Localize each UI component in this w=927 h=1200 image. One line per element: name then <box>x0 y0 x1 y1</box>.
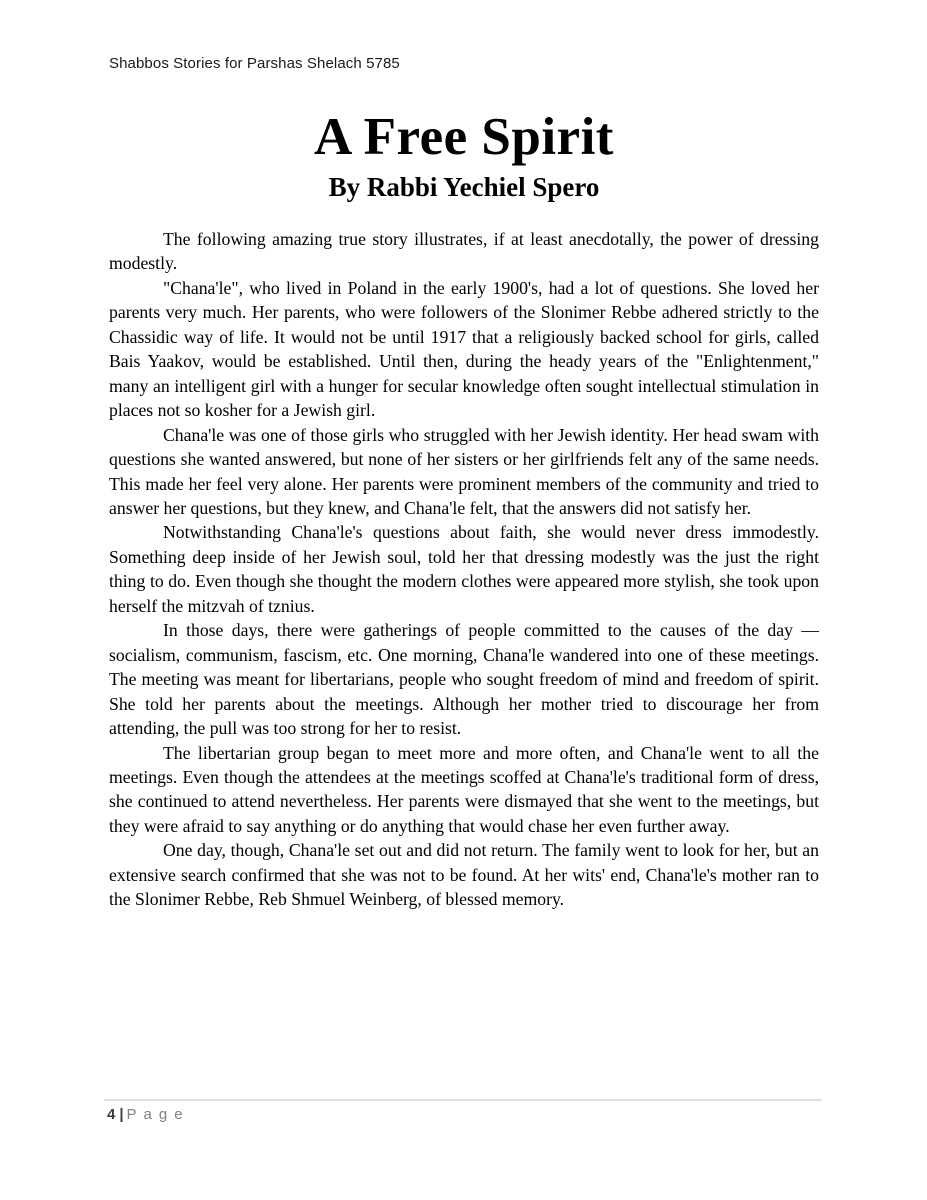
page-header: Shabbos Stories for Parshas Shelach 5785 <box>109 55 400 72</box>
story-paragraph: Chana'le was one of those girls who struggled with her Jewish identity. Her head swam with questions she wanted answered, but none of her sisters or her girlfriends felt any of the same needs. This made her feel very alone. Her parents were prominent members of the community and tried to answer her questions, but they knew, and Chana'le felt, that the answers did not satisfy her. <box>109 424 819 518</box>
story-paragraph: The libertarian group began to meet more and more often, and Chana'le went to all the meetings. Even though the attendees at the meetings scoffed at Chana'le's traditional form of dress, she continued to attend nevertheless. Her parents were dismayed that she went to the meetings, but they were afraid to say anything or do anything that would chase her even further away. <box>109 742 819 836</box>
document-byline: By Rabbi Yechiel Spero <box>328 172 600 202</box>
footer-divider <box>104 1099 822 1101</box>
page-number: 4 <box>107 1106 116 1123</box>
story-paragraph: "Chana'le", who lived in Poland in the early 1900's, had a lot of questions. She loved her parents very much. Her parents, who were followers of the Slonimer Rebbe adhered strictly to the Chassidic way of life. It would not be until 1917 that a religiously backed school for girls, called Bais Yaakov, would be established. Until then, during the heady years of the "Enlightenment," many an intelligent girl with a hunger for secular knowledge often sought intellectual stimulation in places not so kosher for a Jewish girl. <box>109 277 819 421</box>
story-paragraph: Notwithstanding Chana'le's questions about faith, she would never dress immodestly. Something deep inside of her Jewish soul, told her that dressing modestly was the just the right thing to do. Even though she thought the modern clothes were appeared more stylish, she took upon herself the mitzvah of tznius. <box>109 522 819 616</box>
story-paragraph: In those days, there were gatherings of people committed to the causes of the day — socialism, communism, fascism, etc. One morning, Chana'le wandered into one of these meetings. The meeting was meant for libertarians, people who sought freedom of mind and freedom of spirit. She told her parents about the meetings. Although her mother tried to discourage her from attending, the pull was too strong for her to resist. <box>109 620 819 739</box>
story-paragraph: The following amazing true story illustrates, if at least anecdotally, the power of dressing modestly. <box>109 229 819 274</box>
page-label: Page <box>126 1106 190 1123</box>
document-body <box>109 227 819 912</box>
story-paragraph: One day, though, Chana'le set out and did not return. The family went to look for her, but an extensive search confirmed that she was not to be found. At her wits' end, Chana'le's mother ran to the Slonimer Rebbe, Reb Shmuel Weinberg, of blessed memory. <box>109 840 819 910</box>
footer-separator: | <box>119 1106 124 1123</box>
page-footer <box>107 1106 190 1123</box>
document-title: A Free Spirit <box>314 108 614 166</box>
